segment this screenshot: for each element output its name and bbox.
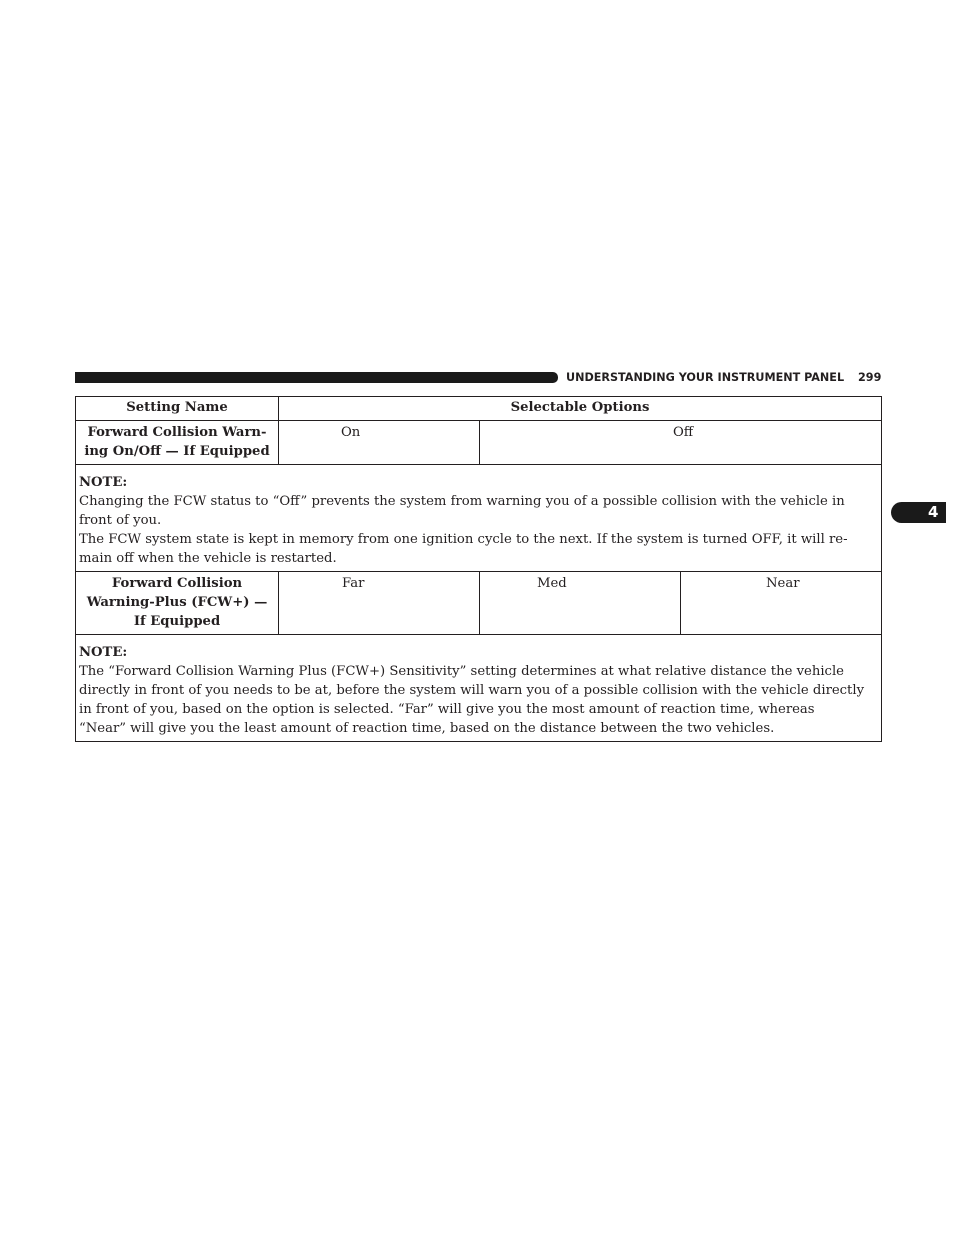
- note-text-line: Changing the FCW status to “Off” prevents the system from warning you of a possible collision with the vehicle in: [79, 494, 845, 509]
- table-row-fcw-plus: [76, 572, 882, 635]
- setting-name-line: ing On/Off — If Equipped: [84, 444, 270, 459]
- option-near: Near: [681, 572, 882, 635]
- note-text-line: in front of you, based on the option is selected. “Far” will give you the most amount of reaction time, whereas: [79, 702, 815, 717]
- setting-name-line: Forward Collision: [111, 576, 243, 591]
- column-header-setting-name: Setting Name: [76, 397, 279, 421]
- option-med: Med: [480, 572, 681, 635]
- chapter-tab: 4: [891, 502, 946, 523]
- note-text-line: “Near” will give you the least amount of reaction time, based on the distance between the two vehicles.: [79, 721, 775, 736]
- table-row-fcw-on-off: [76, 421, 882, 465]
- section-title: UNDERSTANDING YOUR INSTRUMENT PANEL: [566, 371, 845, 384]
- note-cell: [76, 465, 882, 572]
- table-header-row: [76, 397, 882, 421]
- setting-name-line: If Equipped: [133, 614, 221, 629]
- option-far: Far: [279, 572, 480, 635]
- note-text-line: The “Forward Collision Warning Plus (FCW+) Sensitivity” setting determines at what relative distance the vehicle: [79, 664, 844, 679]
- note-text-line: The FCW system state is kept in memory from one ignition cycle to the next. If the system is turned OFF, it will re-: [79, 532, 848, 547]
- note-text-line: directly in front of you needs to be at, before the system will warn you of a possible collision with the vehicle directly: [79, 683, 865, 698]
- option-off: Off: [480, 421, 882, 465]
- setting-name-line: Forward Collision Warn-: [87, 425, 267, 440]
- column-header-selectable-options: Selectable Options: [279, 397, 882, 421]
- table-row-note: [76, 465, 882, 572]
- note-cell: [76, 635, 882, 742]
- note-label: NOTE:: [79, 645, 128, 660]
- note-label: NOTE:: [79, 475, 128, 490]
- option-on: On: [279, 421, 480, 465]
- setting-name-line: Warning-Plus (FCW+) —: [86, 595, 268, 610]
- setting-name-cell: [76, 572, 279, 635]
- setting-name-cell: [76, 421, 279, 465]
- note-text-line: front of you.: [79, 513, 162, 528]
- settings-table: [75, 396, 882, 742]
- table-row-note: [76, 635, 882, 742]
- note-text-line: main off when the vehicle is restarted.: [79, 551, 337, 566]
- page-number: 299: [858, 371, 882, 384]
- header-rule-bar: [75, 372, 558, 383]
